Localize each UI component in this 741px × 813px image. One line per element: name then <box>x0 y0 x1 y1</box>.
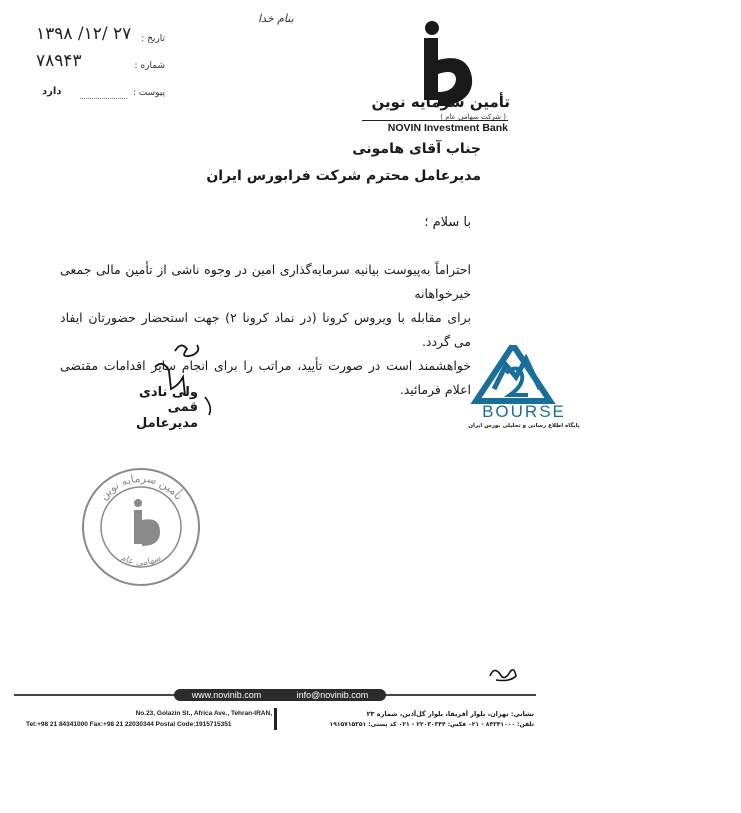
recipient-name: جناب آقای هامونی <box>352 141 481 157</box>
footer-contact-pill <box>174 689 386 701</box>
body-line: خواهشمند است در صورت تأیید، مراتب را برای انجام سایر اقدامات مقتضی اعلام فرمائید. <box>60 358 471 397</box>
letter-body <box>60 258 471 402</box>
bourse-logo-text: BOURSE <box>482 402 566 421</box>
company-stamp-icon <box>80 466 202 588</box>
date-label: تاریخ : <box>141 34 165 44</box>
footer-separator <box>274 708 277 730</box>
stamp-bottom-text: سهامی عام <box>118 553 164 569</box>
footer-website-link[interactable]: www.novinib.com <box>191 690 262 700</box>
attachment-label: پیوست : <box>132 88 165 98</box>
footer-email-link[interactable]: info@novinib.com <box>296 690 369 700</box>
attachment-row <box>30 84 165 104</box>
bismillah-text: بنام خدا <box>258 12 294 25</box>
attachment-value: دارد <box>42 86 62 97</box>
logo-english: NOVIN Investment Bank <box>362 120 508 134</box>
number-row <box>30 51 165 77</box>
footer-contact-fa: تلفن: ۸۴۳۴۱۰۰۰ - ۰۲۱ فکس: ۲۲۰۳۰۳۴۴ - ۰۲۱ کد پستی: ۱۹۱۵۷۱۵۳۵۱ <box>329 721 534 728</box>
salutation: با سلام ؛ <box>424 215 471 230</box>
footer-address-en: No.23, Golazin St., Africa Ave., Tehran-IRAN, <box>135 710 272 717</box>
footer-bar <box>14 689 536 701</box>
dotted-line <box>80 98 127 99</box>
signer-name: ولی نادی قمی <box>139 385 198 415</box>
date-value: ۱۳۹۸ /۱۲/ ۲۷ <box>36 24 132 44</box>
recipient-title: مدیرعامل محترم شرکت فرابورس ایران <box>206 168 481 184</box>
number-value: ۷۸۹۴۳ <box>36 51 82 71</box>
logo-title: تأمین سرمایه نوین <box>371 93 510 111</box>
stamp-ring-text: تأمین سرمایه نوین <box>96 471 186 503</box>
footer-address-fa: نشانی: تهران، بلوار آفریقا، بلوار گل‌آذین، شماره ۲۳ <box>366 710 534 718</box>
logo-subtitle: ( شرکت سهامی عام ) <box>440 113 506 121</box>
initials-scribble-icon <box>486 662 520 684</box>
bourse-logo-subtext: پایگاه اطلاع رسانی و تحلیلی بورس ایران <box>468 423 580 429</box>
number-label: شماره : <box>134 61 165 71</box>
svg-text:سهامی عام <box>119 553 163 568</box>
signer-title: مدیرعامل <box>136 416 198 431</box>
date-row <box>30 24 165 50</box>
footer-contact-en: Tel:+98 21 84341000 Fax:+98 21 22030344 Postal Code:1915715351 <box>26 721 232 728</box>
body-line: احتراماً به‌پیوست بیانیه سرمایه‌گذاری امین در وجوه ناشی از تأمین مالی جمعی خیرخواهانه <box>60 262 471 301</box>
body-line: برای مقابله با ویروس کرونا (در نماد کرونا ۲) جهت استحضار حضورتان ایفاد می گردد. <box>60 310 471 349</box>
